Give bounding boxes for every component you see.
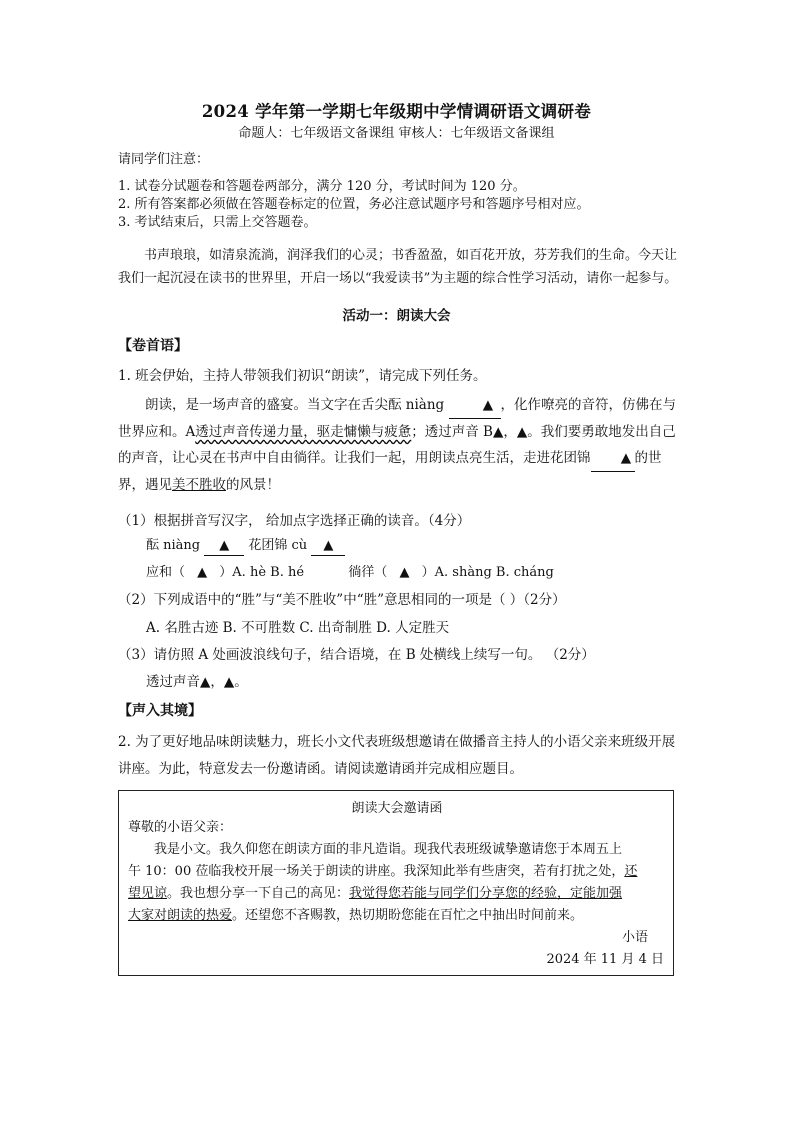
letter-underlined: 还: [624, 864, 638, 879]
sub-question-1: （1）根据拼音写汉字， 给加点字选择正确的读音。（4分）: [118, 513, 471, 529]
question-1: 1. 班会伊始，主持人带领我们初识“朗读”，请完成下列任务。: [118, 368, 487, 384]
letter-text: 。还望您不吝赐教，热切期盼您能在百忙之中抽出时间前来。: [232, 908, 584, 923]
option-yinghe: 应和（: [146, 565, 186, 580]
passage-text: ；透过声音 B▲，▲。我们要勇敢地发出自己的声音，让心灵在书声中自由: [118, 424, 676, 466]
letter-line-1: 我是小文。我久仰您在朗读方面的非凡造诣。现我代表班级诚挚邀请您于本周五上: [154, 842, 623, 857]
passage-text: 。让我们一起，用朗读点亮生活，走进花团锦: [320, 450, 591, 466]
letter-text: 。我也想分享一下自己的高见：: [167, 886, 350, 901]
letter-underlined: 我觉得您若能与同学们分享您的经验，定能加强: [349, 886, 623, 901]
notice-item-1: 1. 试卷分试题卷和答题卷两部分，满分 120 分，考试时间为 120 分。: [118, 179, 526, 194]
sub1-row-2: [146, 564, 554, 582]
letter-salutation: 尊敬的小语父亲：: [128, 820, 233, 835]
notice-item-3: 3. 考试结束后，只需上交答题卷。: [118, 215, 317, 230]
sub2-options: A. 名胜古迹 B. 不可胜数 C. 出奇制胜 D. 人定胜天: [146, 620, 450, 636]
sub-question-3: （3）请仿照 A 处画波浪线句子，结合语境，在 B 处横线上续写一句。 （2分）: [118, 647, 595, 663]
answer-mark: ▲: [197, 565, 208, 580]
answer-blank: ▲: [311, 537, 345, 556]
passage-text: 的世界，遇见: [118, 450, 662, 493]
page-subtitle: 命题人：七年级语文备课组 审核人：七年级语文备课组: [238, 126, 555, 141]
dotted-word-changyang: 徜徉: [293, 450, 321, 466]
option-changyang-choices: ）A. shàng B. cháng: [421, 565, 554, 580]
pinyin-cu: 花团锦 cù: [248, 538, 308, 553]
passage-text: 的风景！: [226, 477, 280, 493]
blank-niang: ▲: [449, 392, 501, 419]
passage-text: 朗读，是一场声音的盛宴。当文字在舌尖酝 niàng: [145, 397, 445, 413]
sub-question-2: （2）下列成语中的“胜”与“美不胜收”中“胜”意思相同的一项是（ ）（2分）: [118, 592, 566, 608]
answer-blank: ▲: [204, 537, 244, 556]
section-juanshouyu: 【卷首语】: [118, 338, 188, 354]
letter-signature: 小语: [621, 930, 648, 945]
sub3-answer: 透过声音▲，▲。: [146, 674, 248, 690]
letter-title: 朗读大会邀请函: [351, 801, 443, 816]
letter-line-2: [128, 861, 664, 883]
dotted-word-yinghe: 应和: [145, 424, 172, 440]
notice-heading: 请同学们注意：: [118, 152, 210, 167]
sub1-row-1: [146, 537, 345, 556]
option-yinghe-choices: ）A. hè B. hé: [219, 565, 305, 580]
question-2: 2. 为了更好地品味朗读魅力，班长小文代表班级想邀请在做播音主持人的小语父亲来班级开展讲座。为此，特意发去一份邀请函。请阅读邀请函并完成相应题目。: [118, 734, 676, 777]
option-changyang: 徜徉（: [348, 565, 388, 580]
letter-date: 2024 年 11 月 4 日: [546, 952, 664, 967]
passage-text: 。A: [172, 424, 196, 440]
passage-text: ，化作嘹亮的音符，仿佛在与世界: [118, 397, 676, 440]
notice-item-2: 2. 所有答案都必须做在答题卷标定的位置，务必注意试题序号和答题序号相对应。: [118, 197, 590, 212]
blank-cu: ▲: [591, 445, 635, 472]
letter-underlined: 望见谅: [128, 886, 168, 901]
invitation-letter: [118, 790, 674, 976]
letter-text: 午 10：00 莅临我校开展一场关于朗读的讲座。我深知此举有些唐突，若有打扰之处，: [128, 864, 625, 879]
activity-heading: 活动一：朗读大会: [342, 308, 451, 324]
answer-mark: ▲: [399, 565, 410, 580]
wavy-sentence-a: 透过声音传递力量，驱走慵懒与疲惫: [195, 424, 412, 440]
section-shengrujijing: 【声入其境】: [118, 703, 202, 719]
intro-paragraph: 书声琅琅，如清泉流淌，润泽我们的心灵；书香盈盈，如百花开放，芬芳我们的生命。今天让我们一起沉浸在读书的世界里，开启一场以“我爱读书”为主题的综合性学习活动，请你一起参与。: [118, 248, 678, 286]
letter-line-4: [128, 905, 664, 927]
passage: [118, 392, 678, 498]
page-title: 2024 学年第一学期七年级期中学情调研语文调研卷: [201, 102, 592, 121]
pinyin-niang: 酝 niàng: [146, 538, 201, 553]
letter-underlined: 大家对朗读的热爱: [128, 908, 233, 923]
underlined-idiom: 美不胜收: [172, 477, 226, 493]
letter-line-3: [128, 883, 664, 905]
